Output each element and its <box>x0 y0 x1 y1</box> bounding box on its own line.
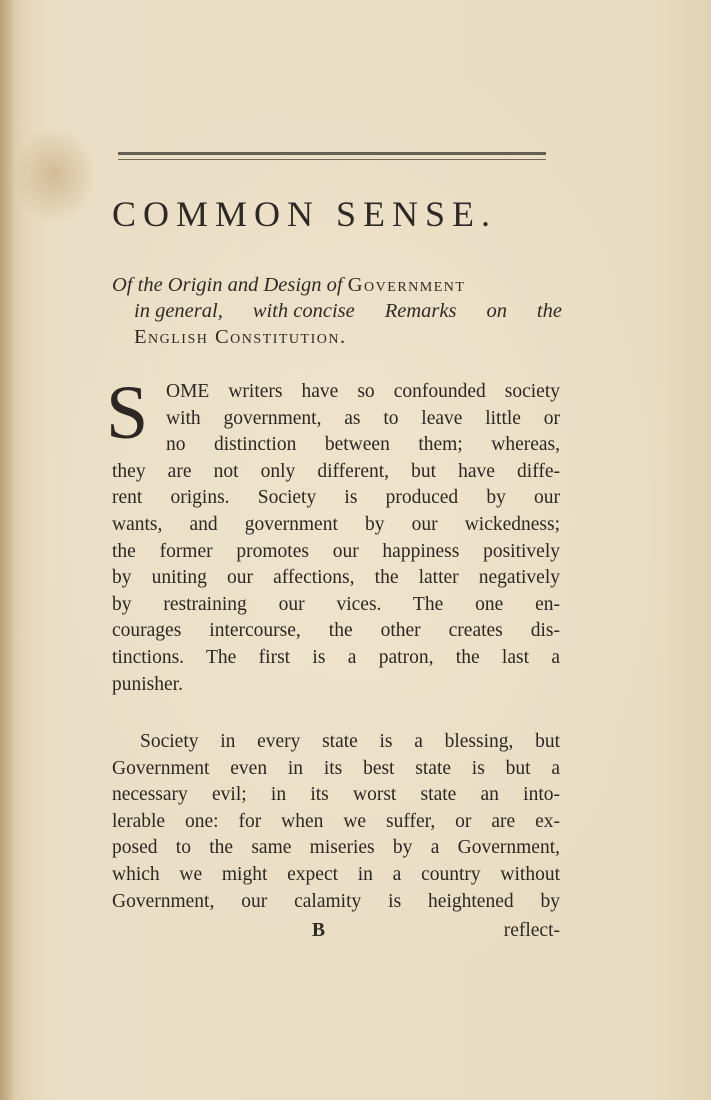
heading-word: the <box>536 300 562 322</box>
heading-word: Remarks <box>384 300 457 322</box>
text-line: by restraining our vices. The one en- <box>112 593 560 615</box>
page-edge-shadow <box>0 0 16 1100</box>
heading-word: in general, <box>134 300 223 322</box>
text-line: posed to the same miseries by a Government, <box>112 837 560 859</box>
page-footer <box>112 920 560 950</box>
heading-line-2 <box>112 298 562 324</box>
header-rule-thin <box>118 159 546 160</box>
text-line: by uniting our affections, the latter negatively <box>112 567 560 589</box>
heading-word: with concise <box>252 300 355 322</box>
heading-smallcaps-government: Government <box>347 274 466 296</box>
text-line: wants, and government by our wickedness; <box>112 513 560 535</box>
paragraph-1 <box>106 371 560 698</box>
text-line: they are not only different, but have diffe- <box>112 460 560 482</box>
paragraph-2 <box>112 729 560 915</box>
heading-smallcaps-constitution: English Constitution. <box>134 326 347 348</box>
text-line: Government even in its best state is but a <box>112 757 560 779</box>
signature-mark: B <box>312 920 326 941</box>
heading-line-1 <box>112 272 562 298</box>
page-title: COMMON SENSE. <box>112 194 498 234</box>
text-line: lerable one: for when we suffer, or are ex- <box>112 810 560 832</box>
text-line: punisher. <box>112 673 183 695</box>
text-line: courages intercourse, the other creates dis- <box>112 620 560 642</box>
header-rule-thick <box>118 152 546 155</box>
heading-word: on <box>486 300 507 322</box>
heading-italic-text: Of the Origin and Design of <box>112 274 343 296</box>
text-line: the former promotes our happiness positively <box>112 540 560 562</box>
drop-cap: S <box>106 371 149 455</box>
text-line: rent origins. Society is produced by our <box>112 487 560 509</box>
section-heading <box>112 272 562 350</box>
catchword: reflect- <box>503 920 560 941</box>
text-line: Society in every state is a blessing, but <box>140 731 560 752</box>
text-line: Government, our calamity is heightened by <box>112 890 560 912</box>
text-line: OME writers have so confounded society <box>166 381 560 402</box>
text-line: tinctions. The first is a patron, the last a <box>112 646 560 668</box>
text-line: necessary evil; in its worst state an into- <box>112 784 560 806</box>
text-line: which we might expect in a country without <box>112 863 560 885</box>
text-line: with government, as to leave little or <box>166 407 560 429</box>
text-line: no distinction between them; whereas, <box>166 434 560 456</box>
